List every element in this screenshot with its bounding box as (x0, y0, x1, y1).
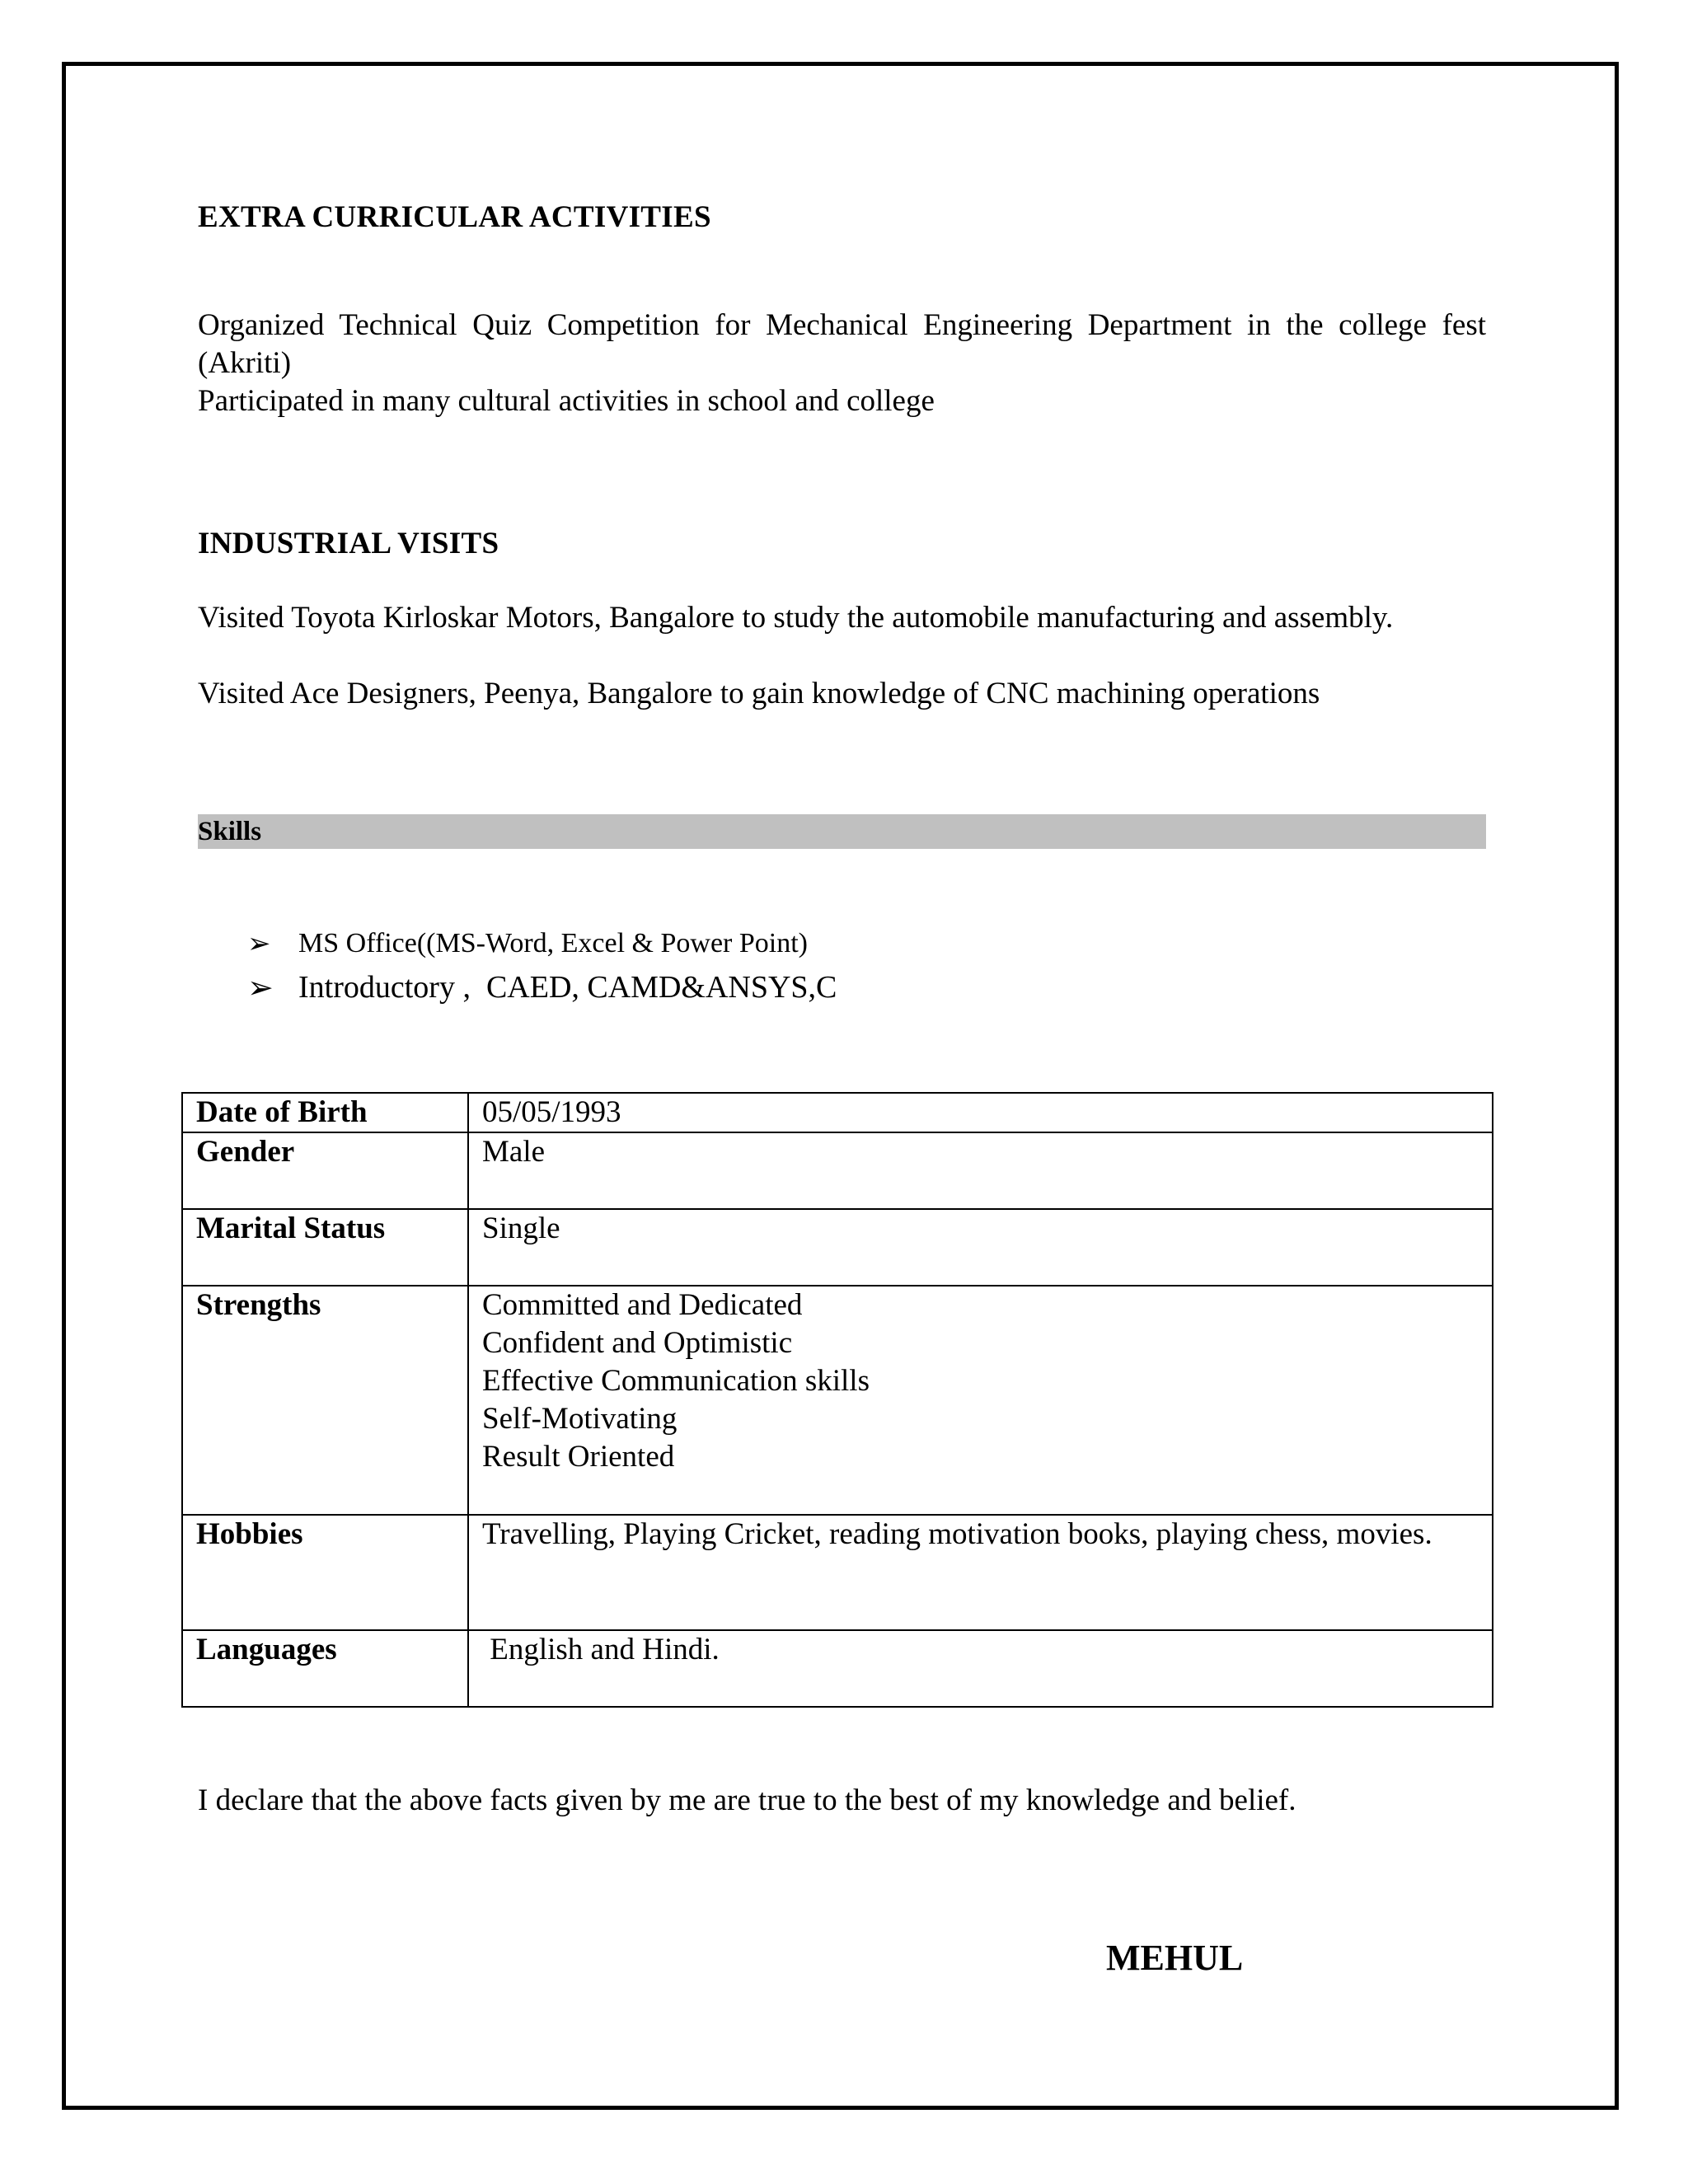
hobbies-value: Travelling, Playing Cricket, reading motivation books, playing chess, movies. (468, 1515, 1493, 1630)
marital-status-value: Single (468, 1209, 1493, 1286)
skills-heading: Skills (198, 817, 262, 846)
skills-list (247, 923, 837, 1010)
dob-value: 05/05/1993 (468, 1093, 1493, 1132)
languages-value: English and Hindi. (468, 1630, 1493, 1707)
strengths-label: Strengths (182, 1286, 468, 1515)
arrow-bullet-icon: ➢ (247, 969, 274, 1005)
personal-details-table (181, 1092, 1493, 1708)
marital-status-label: Marital Status (182, 1209, 468, 1286)
languages-label: Languages (182, 1630, 468, 1707)
table-row (182, 1630, 1493, 1707)
table-row (182, 1209, 1493, 1286)
gender-value: Male (468, 1132, 1493, 1209)
signature-name: MEHUL (1106, 1938, 1244, 1978)
extra-curricular-heading: EXTRA CURRICULAR ACTIVITIES (198, 200, 711, 234)
table-row (182, 1286, 1493, 1515)
declaration-text: I declare that the above facts given by me are true to the best of my knowledge and belief. (198, 1783, 1296, 1817)
strength-item: Self-Motivating (482, 1402, 678, 1436)
strength-item: Result Oriented (482, 1440, 675, 1474)
industrial-visit-item: Visited Ace Designers, Peenya, Bangalore to gain knowledge of CNC machining operations (198, 677, 1320, 710)
industrial-visits-heading: INDUSTRIAL VISITS (198, 527, 499, 560)
industrial-visit-item: Visited Toyota Kirloskar Motors, Bangalore to study the automobile manufacturing and assembly. (198, 601, 1394, 635)
extra-curricular-item: Participated in many cultural activities in school and college (198, 384, 935, 418)
strength-item: Confident and Optimistic (482, 1326, 793, 1360)
skills-heading-bar (198, 814, 1486, 849)
skill-text: MS Office((MS-Word, Excel & Power Point) (298, 928, 808, 958)
extra-curricular-item: Organized Technical Quiz Competition for Mechanical Engineering Department in the college fest (Akriti) (198, 308, 1486, 380)
dob-label: Date of Birth (182, 1093, 468, 1132)
table-row (182, 1515, 1493, 1630)
skill-item (247, 964, 837, 1010)
hobbies-label: Hobbies (182, 1515, 468, 1630)
table-row (182, 1093, 1493, 1132)
skill-item (247, 923, 837, 964)
arrow-bullet-icon: ➢ (247, 927, 271, 960)
table-row (182, 1132, 1493, 1209)
skill-text: Introductory , CAED, CAMD&ANSYS,C (298, 970, 837, 1005)
strengths-value (468, 1286, 1493, 1515)
strength-item: Committed and Dedicated (482, 1288, 803, 1322)
gender-label: Gender (182, 1132, 468, 1209)
strength-item: Effective Communication skills (482, 1364, 870, 1398)
